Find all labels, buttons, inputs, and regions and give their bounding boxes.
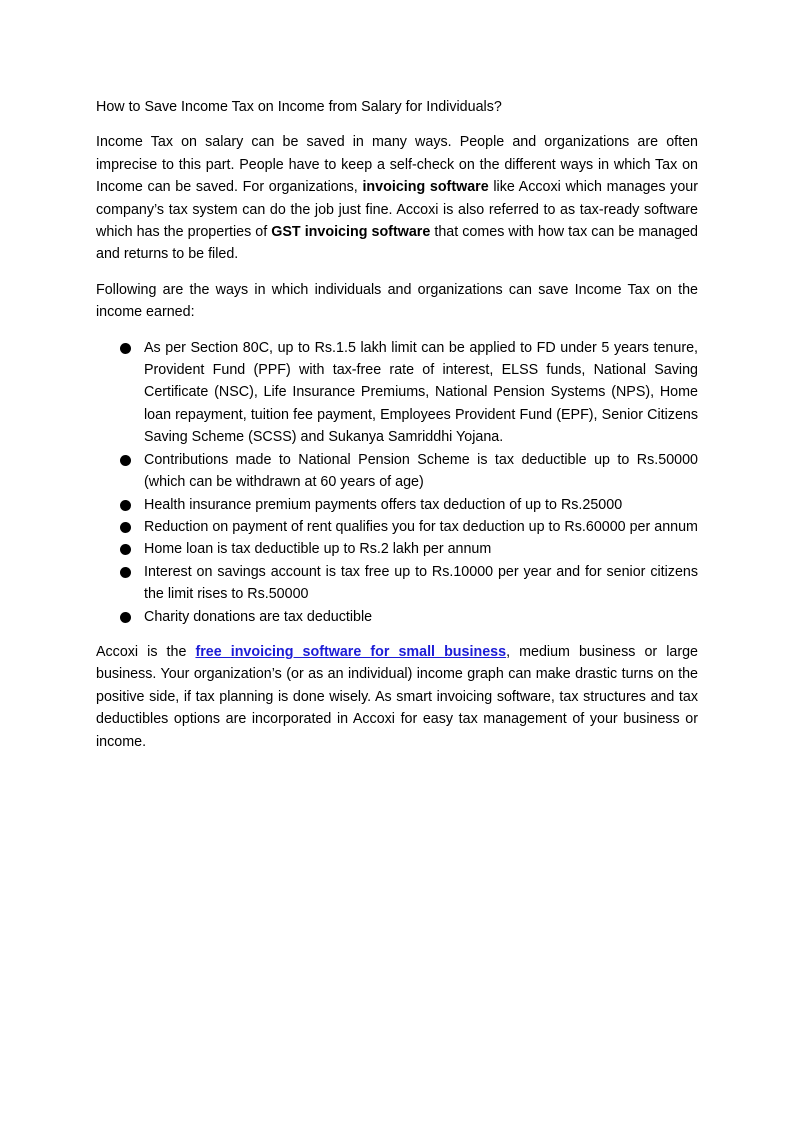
list-item (144, 516, 698, 538)
bullet-icon (120, 343, 131, 354)
bullet-icon (120, 455, 131, 466)
closing-text-2: , medium business or large business. Your organization’s (or as an individual) income graph can make drastic turns on the positive side, if tax planning is done wisely. As smart invoicing software, tax structures and tax deductibles options are incorporated in Accoxi for easy tax management of your business or income. (96, 643, 698, 750)
document-page (96, 96, 698, 766)
list-item-text: Charity donations are tax deductible (144, 608, 373, 625)
intro-text-1: Income Tax on salary can be saved in many ways. People and organizations are often imprecise to this part. People have to keep a self-check on the different ways in which Tax on Income can be saved. For organizations, (96, 134, 698, 196)
tax-saving-list (96, 337, 698, 628)
ways-intro-paragraph: Following are the ways in which individuals and organizations can save Income Tax on the income earned: (96, 281, 698, 321)
list-item (144, 449, 698, 494)
bullet-icon (120, 544, 131, 555)
document-title: How to Save Income Tax on Income from Salary for Individuals? (96, 99, 502, 115)
list-item-text: Interest on savings account is tax free up to Rs.10000 per year and for senior citizens the limit rises to Rs.50000 (144, 563, 698, 603)
bullet-icon (120, 500, 131, 511)
gst-invoicing-software-bold: GST invoicing software (271, 224, 431, 241)
free-invoicing-software-link[interactable]: free invoicing software for small business (195, 643, 507, 660)
intro-text-2: like Accoxi which manages your company’s tax system can do the job just fine. Accoxi is also referred to as tax-ready software which has the properties of (96, 179, 698, 241)
list-item-text: Contributions made to National Pension Scheme is tax deductible up to Rs.50000 (which can be withdrawn at 60 years of age) (144, 451, 698, 491)
bullet-icon (120, 612, 131, 623)
list-item (144, 494, 698, 516)
bullet-icon (120, 567, 131, 578)
list-item (144, 538, 698, 560)
list-item-text: As per Section 80C, up to Rs.1.5 lakh limit can be applied to FD under 5 years tenure, Provident Fund (PPF) with tax-free rate of interest, ELSS funds, National Saving Certificate (NSC), Life Insurance Premiums, National Pension Systems (NPS), Home loan repayment, tuition fee payment, Employees Provident Fund (EPF), Senior Citizens Saving Scheme (SCSS) and Sukanya Samriddhi Yojana. (144, 339, 698, 446)
list-item-text: Reduction on payment of rent qualifies you for tax deduction up to Rs.60000 per annum (144, 518, 698, 535)
list-item-text: Health insurance premium payments offers tax deduction of up to Rs.25000 (144, 496, 623, 513)
list-item (144, 337, 698, 449)
list-item-text: Home loan is tax deductible up to Rs.2 lakh per annum (144, 541, 492, 558)
closing-text-1: Accoxi is the (96, 643, 196, 660)
intro-paragraph (96, 131, 698, 265)
closing-paragraph (96, 641, 698, 753)
list-item (144, 606, 698, 628)
bullet-icon (120, 522, 131, 533)
invoicing-software-bold: invoicing software (362, 179, 489, 196)
list-item (144, 561, 698, 606)
intro-text-3: that comes with how tax can be managed and returns to be filed. (96, 224, 698, 263)
